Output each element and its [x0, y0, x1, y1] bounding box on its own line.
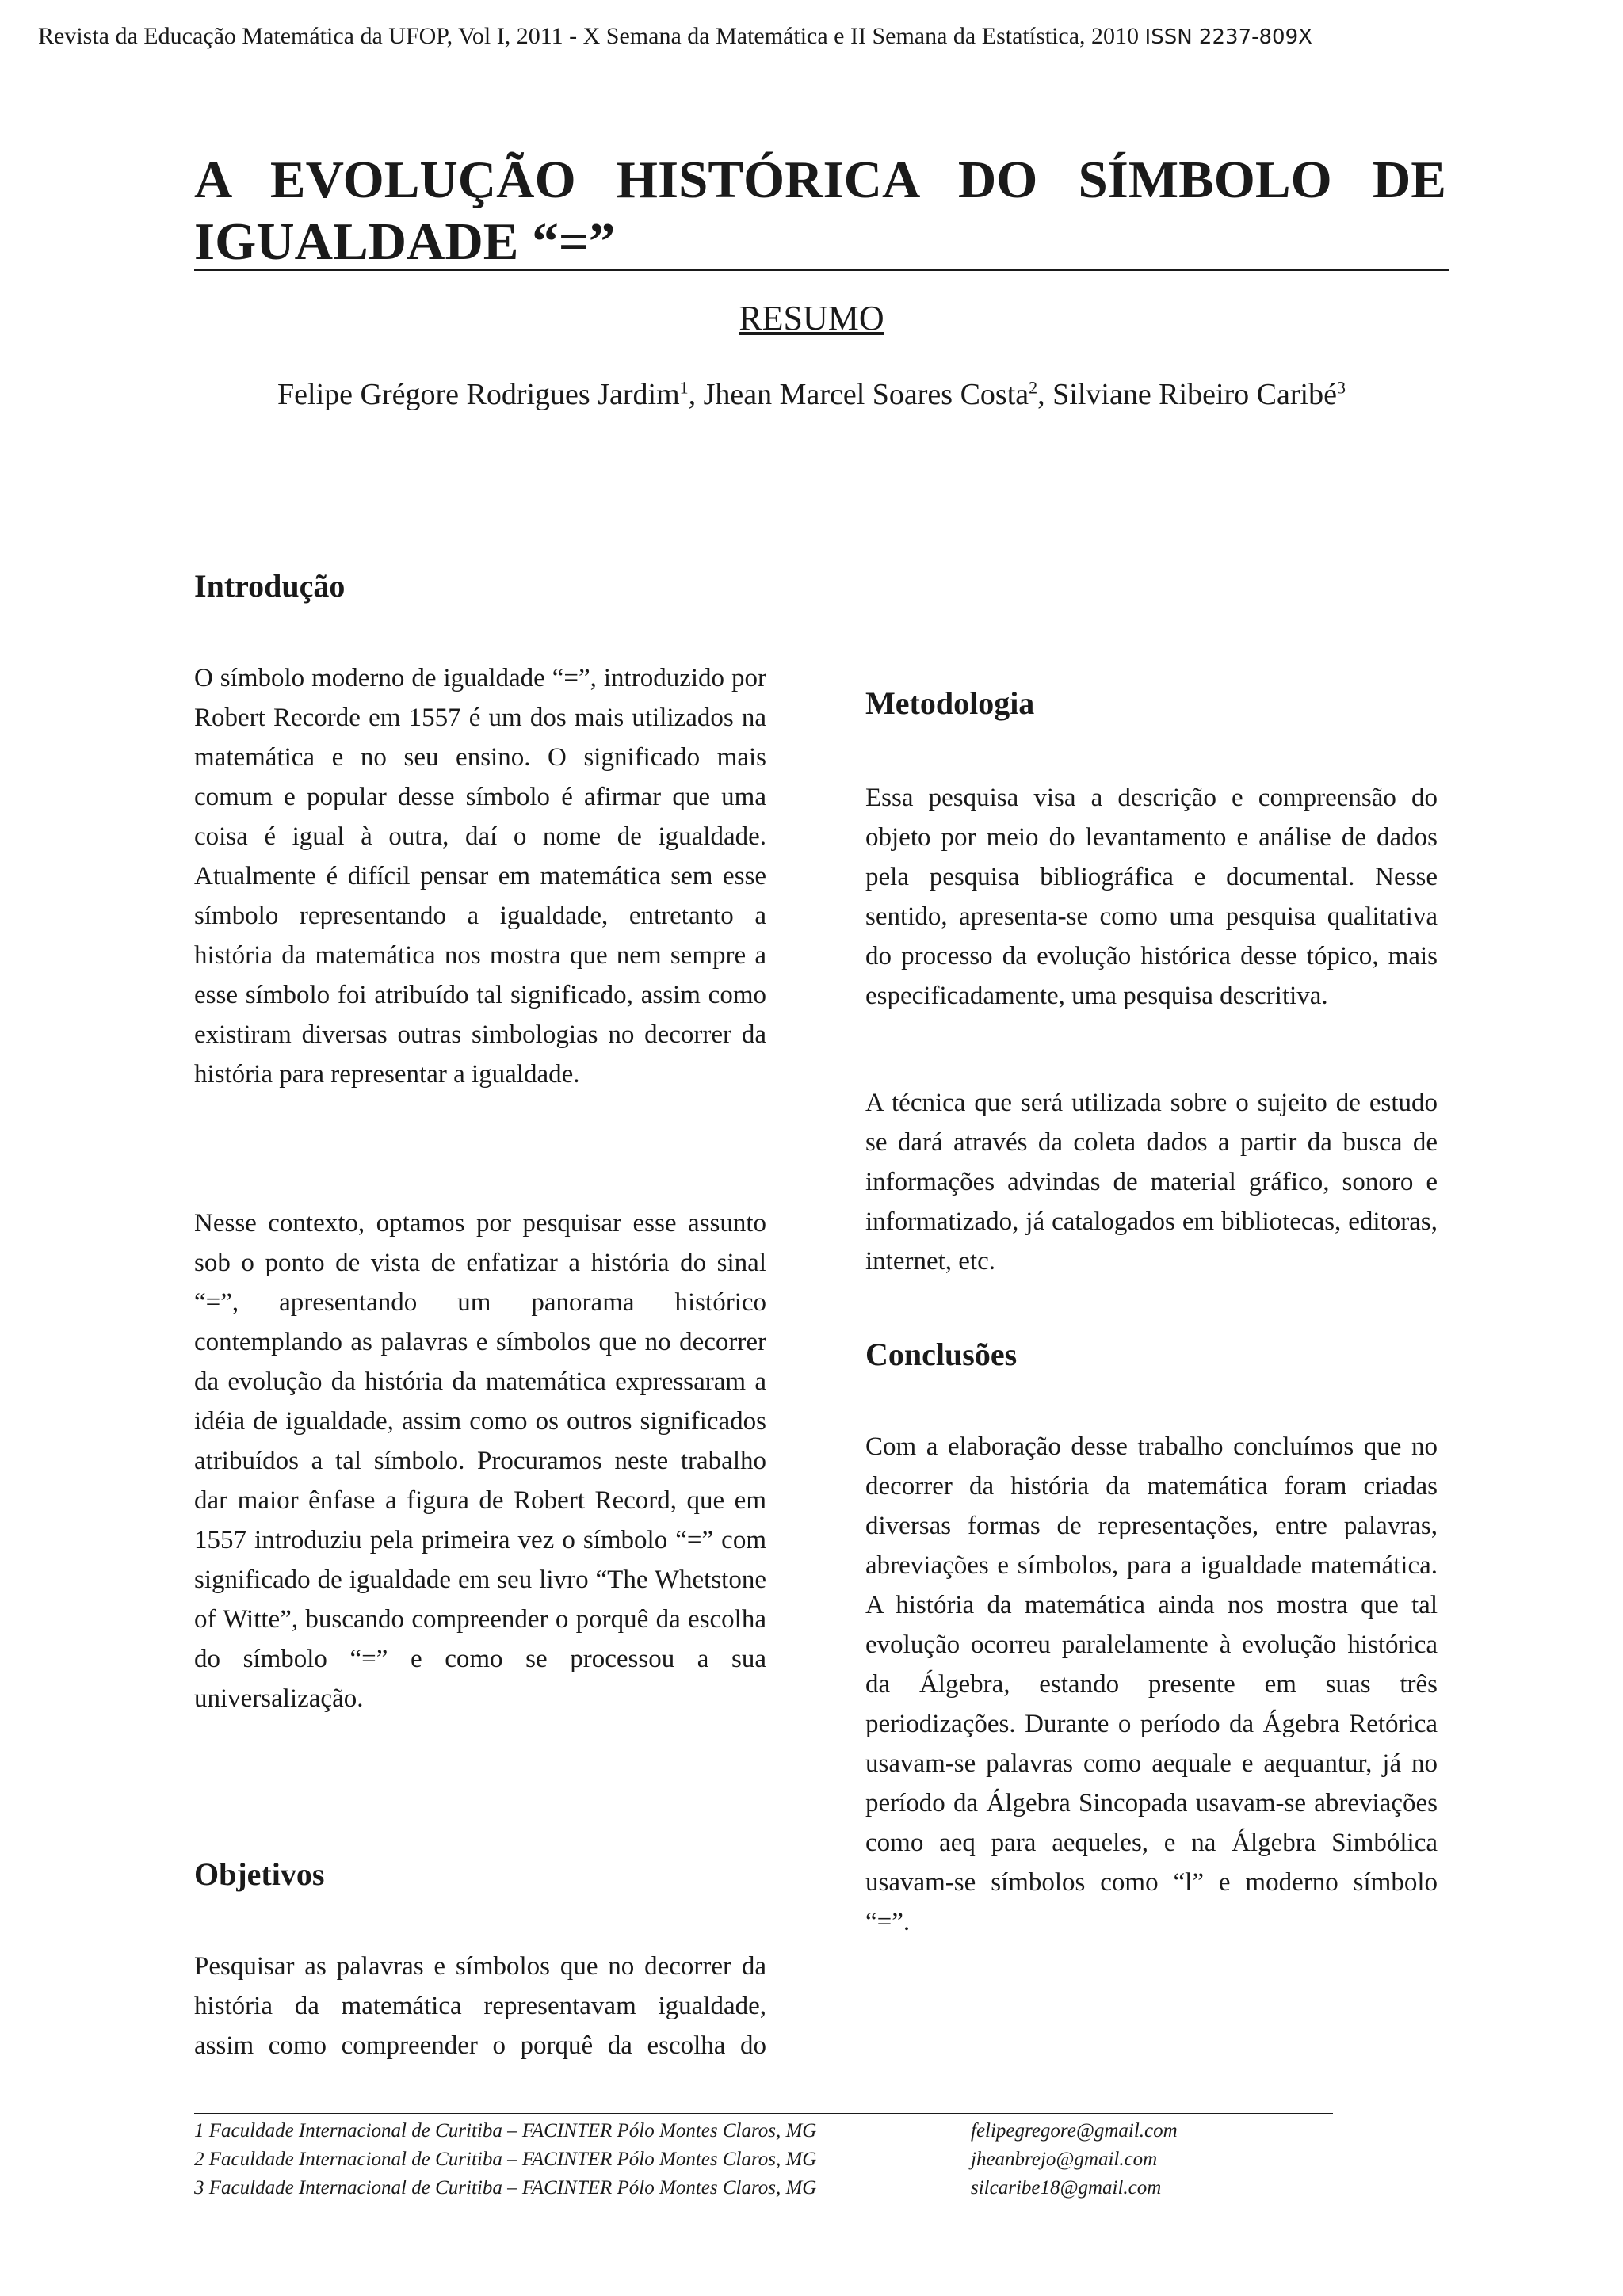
footnote: [194, 2117, 1383, 2145]
footnote-affiliation: 1 Faculdade Internacional de Curitiba – FACINTER Pólo Montes Claros, MG: [194, 2120, 817, 2142]
author-name: Jhean Marcel Soares Costa: [703, 378, 1029, 411]
paragraph-objetivos: Pesquisar as palavras e símbolos que no decorrer da história da matemática representavam igualdade, assim como compreender o porquê da escolha do: [194, 1952, 766, 2060]
running-header: [38, 21, 1591, 53]
title-line-2: IGUALDADE “=”: [194, 212, 616, 271]
footnote: [194, 2145, 1383, 2174]
resumo-heading: RESUMO: [739, 299, 884, 338]
heading-conclusoes: Conclusões: [865, 1337, 1018, 1372]
paragraph-conclusoes: Com a elaboração desse trabalho concluímos que no decorrer da história da matemática foram criadas diversas formas de representações, entre palavras, abreviações e símbolos, para a igualdade matemática. A história da matemática ainda nos mostra que tal evolução ocorreu paralelamente à evolução histórica da Álgebra, estando presente em suas três periodizações. Durante o período da Ágebra Retórica usavam-se palavras como aequale e aequantur, já no período da Álgebra Sincopada usavam-se abreviações como aeq para aequeles, e na Álgebra Simbólica usavam-se símbolos como “l” e moderno símbolo “=”.: [865, 1432, 1438, 1936]
title-line-1: A EVOLUÇÃO HISTÓRICA DO SÍMBOLO DE: [194, 151, 1446, 209]
paragraph-metodologia-2: A técnica que será utilizada sobre o sujeito de estudo se dará através da coleta dados a partir da busca de informações advindas de material gráfico, sonoro e informatizado, já catalogados em bibliotecas, editoras, internet, etc.: [865, 1089, 1438, 1276]
author-ref: 2: [1029, 377, 1038, 398]
paper-title: [194, 149, 1446, 273]
footnote: [194, 2174, 1383, 2203]
footnote-email: silcaribe18@gmail.com: [971, 2177, 1162, 2199]
heading-introducao: Introdução: [194, 568, 346, 604]
footnote-email: jheanbrejo@gmail.com: [971, 2149, 1158, 2170]
author-list: Felipe Grégore Rodrigues Jardim$^1$, Jhean Marcel Soares Costa$^2$, Silviane Ribeiro Caribé$^3$: [277, 377, 1346, 411]
issn: ISSN 2237-809X: [1144, 25, 1312, 49]
paragraph-introducao-2: Nesse contexto, optamos por pesquisar esse assunto sob o ponto de vista de enfatizar a história do sinal “=”, apresentando um panorama histórico contemplando as palavras e símbolos que no decorrer da evolução da história da matemática expressaram a idéia de igualdade, assim como os outros significados atribuídos a tal símbolo. Procuramos neste trabalho dar maior ênfase a figura de Robert Record, que em 1557 introduziu pela primeira vez o símbolo “=” com significado de igualdade em seu livro “The Whetstone of Witte”, buscando compreender o porquê da escolha do símbolo “=” e como se processou a sua universalização.: [194, 1209, 766, 1713]
journal-citation: Revista da Educação Matemática da UFOP, Vol I, 2011 - X Semana da Matemática e II Semana da Estatística, 2010: [38, 23, 1140, 49]
heading-metodologia: Metodologia: [865, 685, 1035, 721]
heading-objetivos: Objetivos: [194, 1856, 325, 1892]
title-divider: [194, 269, 1449, 271]
footnote-email: felipegregore@gmail.com: [971, 2120, 1178, 2142]
paragraph-introducao-1: O símbolo moderno de igualdade “=”, introduzido por Robert Recorde em 1557 é um dos mais utilizados na matemática e no seu ensino. O significado mais comum e popular desse símbolo é afirmar que uma coisa é igual à outra, daí o nome de igualdade. Atualmente é difícil pensar em matemática sem esse símbolo representando a igualdade, entretanto a história da matemática nos mostra que nem sempre a esse símbolo foi atribuído tal significado, assim como existiram diversas outras simbologias no decorrer da história para representar a igualdade.: [194, 664, 766, 1089]
footnote-affiliation: 2 Faculdade Internacional de Curitiba – FACINTER Pólo Montes Claros, MG: [194, 2149, 817, 2170]
footnote-affiliation: 3 Faculdade Internacional de Curitiba – FACINTER Pólo Montes Claros, MG: [194, 2177, 817, 2199]
author-name: Felipe Grégore Rodrigues Jardim: [277, 378, 680, 411]
author-ref: 1: [679, 377, 689, 398]
author-name: Silviane Ribeiro Caribé: [1052, 378, 1337, 411]
paragraph-metodologia-1: Essa pesquisa visa a descrição e compreensão do objeto por meio do levantamento e análise de dados pela pesquisa bibliográfica e documental. Nesse sentido, apresenta-se como uma pesquisa qualitativa do processo da evolução histórica desse tópico, mais especificadamente, uma pesquisa descritiva.: [865, 784, 1438, 1010]
author-ref: 3: [1336, 377, 1346, 398]
footnote-divider: [194, 2113, 1333, 2114]
